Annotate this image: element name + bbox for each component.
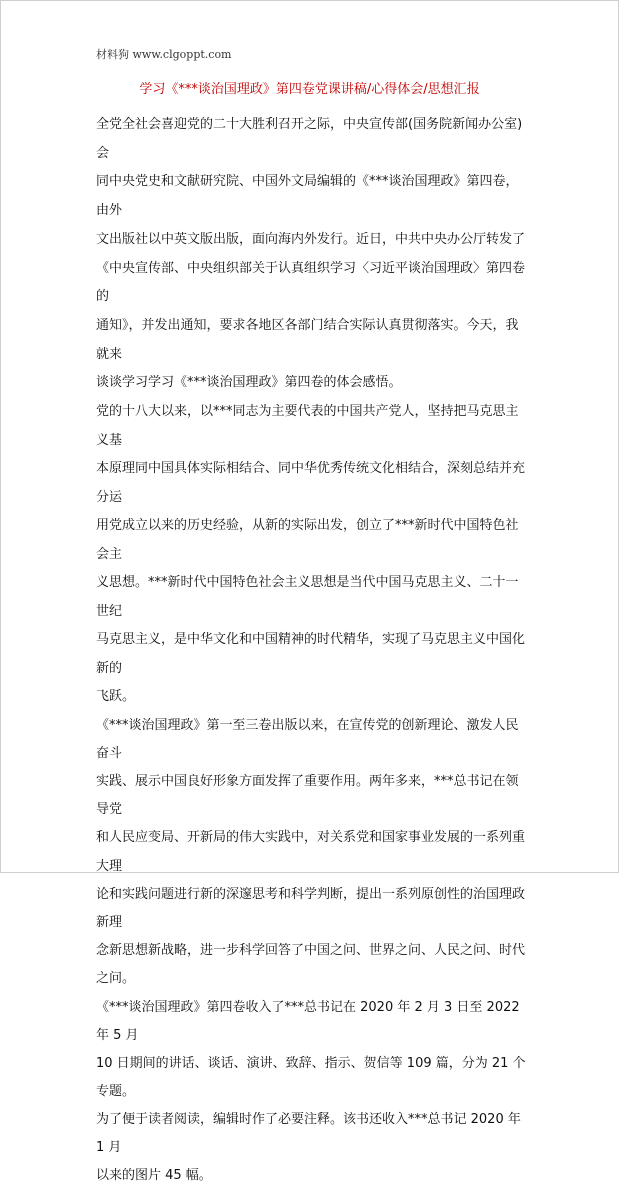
- document-body: [96, 111, 528, 1190]
- document-title: 学习《***谈治国理政》第四卷党课讲稿/心得体会/思想汇报: [139, 82, 480, 97]
- paragraph-volume-four: 《***谈治国理政》第四卷收入了***总书记在 2020 年 2 月 3 日至 2022 年 5 月 10 日期间的讲话、谈话、演讲、致辞、指示、贺信等 109 篇，分为 21 个专题。 为了便于读者阅读，编辑时作了必要注释。该书还收入***总书记 2020 年 1 月 以来的图片 45 幅。: [96, 999, 526, 1183]
- paragraph-thought: 党的十八大以来，以***同志为主要代表的中国共产党人，坚持把马克思主义基 本原理同中国具体实际相结合、同中华优秀传统文化相结合，深刻总结并充分运 用党成立以来的历史经验，从新的实际出发，创立了***新时代中国特色社会主 义思想。***新时代中国特色社会主义思想是当代中国马克思主义、二十一世纪 马克思主义，是中华文化和中国精神的时代精华，实现了马克思主义中国化新的 飞跃。: [96, 404, 526, 705]
- paragraph-intro: 全党全社会喜迎党的二十大胜利召开之际，中央宣传部(国务院新闻办公室)会 同中央党史和文献研究院、中国外文局编辑的《***谈治国理政》第四卷，由外 文出版社以中英文版出版，面向海内外发行。近日，中共中央办公厅转发了 《中央宣传部、中央组织部关于认真组织学习〈习近平谈治国理政〉第四卷的 通知》，并发出通知，要求各地区各部门结合实际认真贯彻落实。今天，我就来 谈谈学习学习《***谈治国理政》第四卷的体会感悟。: [96, 117, 526, 391]
- page-header-source: 材料狗 www.clgoppt.com: [96, 48, 232, 61]
- paragraph-volumes: 《***谈治国理政》第一至三卷出版以来，在宣传党的创新理论、激发人民奋斗 实践、展示中国良好形象方面发挥了重要作用。两年多来，***总书记在领导党 和人民应变局、开新局的伟大实践中，对关系党和国家事业发展的一系列重大理 论和实践问题进行新的深邃思考和科学判断，提出一系列原创性的治国理政新理 念新思想新战略，进一步科学回答了中国之问、世界之问、人民之问、时代之问。: [96, 717, 526, 987]
